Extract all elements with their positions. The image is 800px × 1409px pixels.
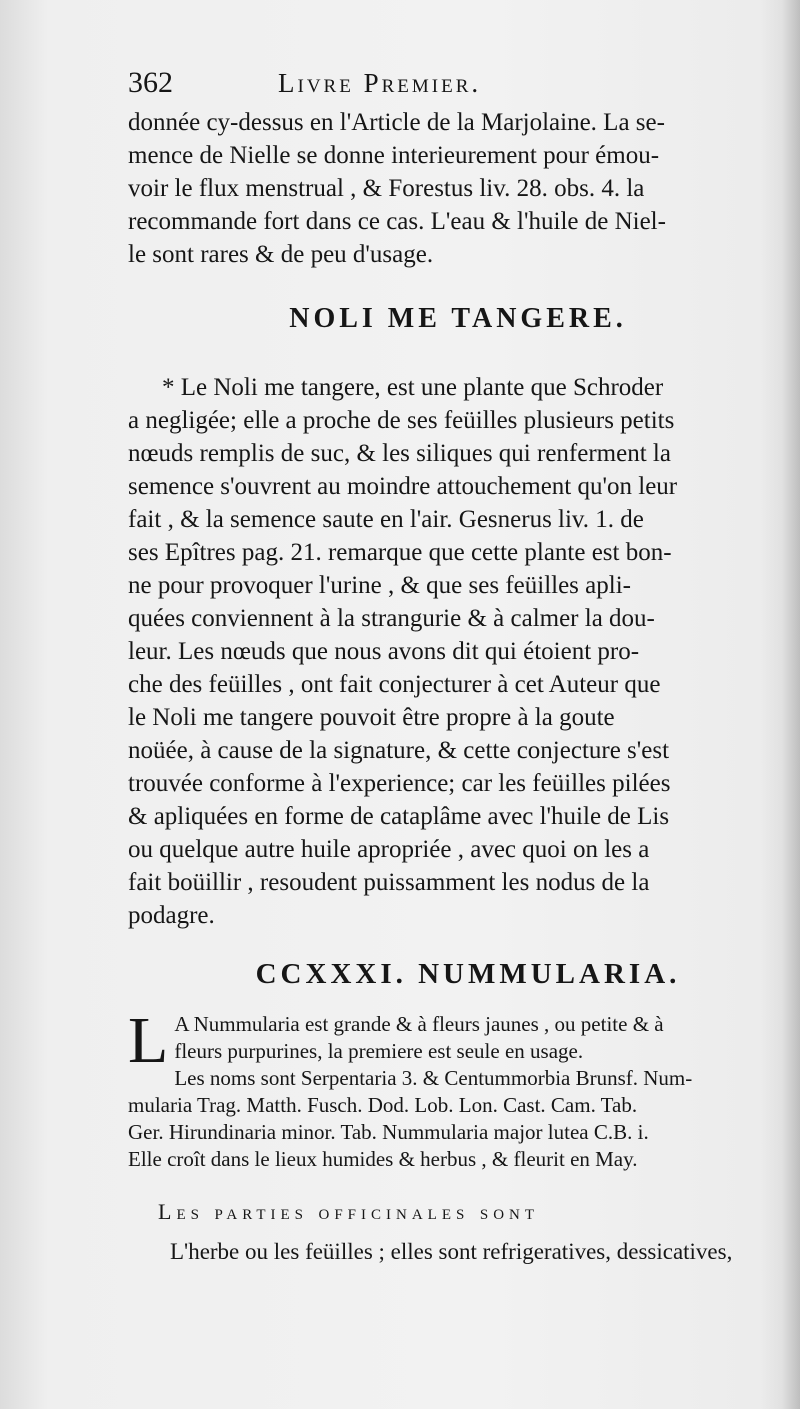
section-heading-nummularia: CCXXXI. NUMMULARIA. xyxy=(255,958,681,990)
text-line: le sont rares & de peu d'usage. xyxy=(128,241,434,268)
text-line: ou quelque autre huile apropriée , avec quoi on les a xyxy=(128,836,650,863)
text-line: mence de Nielle se donne interieurement pour émou- xyxy=(128,142,660,169)
officinal-parts-heading: Les parties officinales sont xyxy=(158,1199,540,1224)
text-line: noüée, à cause de la signature, & cette conjecture s'est xyxy=(128,737,670,764)
text-line: Ger. Hirundinaria minor. Tab. Nummularia major lutea C.B. i. xyxy=(128,1120,649,1144)
running-title: Livre Premier. xyxy=(278,68,482,98)
text-line: ne pour provoquer l'urine , & que ses feüilles apli- xyxy=(128,572,631,599)
text-line: fait , & la semence saute en l'air. Gesnerus liv. 1. de xyxy=(128,506,644,533)
text-line: leur. Les nœuds que nous avons dit qui étoient pro- xyxy=(128,638,640,665)
text-line: L'herbe ou les feüilles ; elles sont refrigeratives, dessicatives, xyxy=(170,1239,733,1264)
page-edge-shadow xyxy=(782,0,800,1409)
text-line: mularia Trag. Matth. Fusch. Dod. Lob. Lon. Cast. Cam. Tab. xyxy=(128,1093,638,1117)
text-line: fait boüillir , resoudent puissamment les nodus de la xyxy=(128,869,650,896)
text-line: fleurs purpurines, la premiere est seule en usage. xyxy=(174,1039,584,1063)
noli-me-tangere-paragraph xyxy=(128,371,768,932)
text-line: le Noli me tangere pouvoit être propre à la goute xyxy=(128,704,615,731)
text-line: A Nummularia est grande & à fleurs jaunes , ou petite & à xyxy=(174,1012,664,1036)
text-line: & apliquées en forme de cataplâme avec l'huile de Lis xyxy=(128,803,670,830)
text-line: podagre. xyxy=(128,902,215,929)
text-line: a negligée; elle a proche de ses feüilles plusieurs petits xyxy=(128,407,675,434)
text-line: nœuds remplis de suc, & les siliques qui renferment la xyxy=(128,440,671,467)
text-line: donnée cy-dessus en l'Article de la Marjolaine. La se- xyxy=(128,109,665,136)
text-line: quées conviennent à la strangurie & à calmer la dou- xyxy=(128,605,655,632)
page-content xyxy=(128,66,768,1265)
section-heading-noli-me-tangere: NOLI ME TANGERE. xyxy=(289,303,627,334)
nummularia-paragraph xyxy=(128,1004,768,1173)
text-line: Elle croît dans le lieux humides & herbus , & fleurit en May. xyxy=(128,1147,638,1171)
text-line: recommande fort dans ce cas. L'eau & l'huile de Niel- xyxy=(128,208,666,235)
top-paragraph xyxy=(128,106,768,271)
text-line: Les noms sont Serpentaria 3. & Centummorbia Brunsf. Num- xyxy=(174,1066,693,1090)
text-line: semence s'ouvrent au moindre attouchement qu'on leur xyxy=(128,473,678,500)
text-line: ses Epîtres pag. 21. remarque que cette plante est bon- xyxy=(128,539,672,566)
page-header xyxy=(128,66,768,106)
page-number: 362 xyxy=(128,66,173,99)
drop-cap: L xyxy=(128,1004,169,1077)
text-line: voir le flux menstrual , & Forestus liv. 28. obs. 4. la xyxy=(128,175,645,202)
text-line: che des feüilles , ont fait conjecturer à cet Auteur que xyxy=(128,671,661,698)
text-line: * Le Noli me tangere, est une plante que Schroder xyxy=(162,374,664,401)
text-line: trouvée conforme à l'experience; car les feüilles pilées xyxy=(128,770,671,797)
